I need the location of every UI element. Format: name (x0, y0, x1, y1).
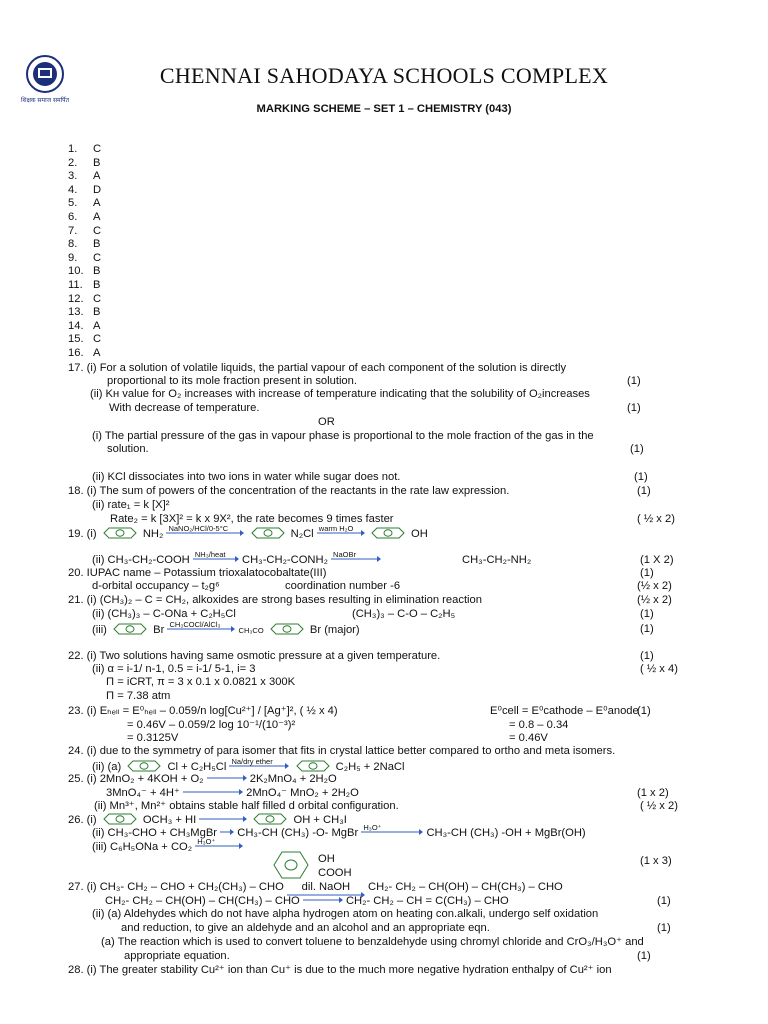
q27-mark-1: (1) (657, 895, 671, 907)
q27-line-1 (68, 881, 563, 894)
answer-option: C (93, 251, 102, 264)
answer-number: 7. (68, 224, 78, 237)
q21-mark-2: (1) (640, 608, 654, 620)
q17-mark-1: (1) (627, 375, 641, 387)
answer-option: B (93, 238, 101, 251)
answer-option: A (93, 347, 101, 359)
q17-line-6: solution. (107, 443, 149, 455)
q27-l1b: CH₂- CH₂ – CH(OH) – CH(CH₃) – CHO (368, 881, 563, 893)
answer-option: B (93, 156, 101, 169)
q19-line-2 (92, 550, 381, 567)
q26-line-3 (92, 837, 243, 854)
reaction-arrow-icon (193, 550, 239, 562)
answer-number: 6. (68, 211, 78, 223)
q17-line-7: (ii) KCl dissociates into two ions in water while sugar does not. (92, 471, 401, 483)
q25-line-3: (ii) Mn³⁺, Mn²⁺ obtains stable half filled d orbital configuration. (94, 800, 399, 812)
benzene-ring-icon (250, 813, 290, 825)
q26-l2c: CH₃-CH (CH₃) -OH + MgBr(OH) (426, 827, 586, 839)
benzene-ring-icon (368, 527, 408, 539)
q27-mark-2: (1) (657, 922, 671, 934)
q18-line-3: Rate₂ = k [3X]² = k x 9X², the rate becomes 9 times faster (110, 513, 394, 525)
benzene-ring-icon (124, 760, 164, 772)
q21-ch3co: CH₃CO (238, 626, 264, 635)
reaction-arrow-icon (166, 524, 244, 536)
answer-row (68, 333, 101, 346)
q24-c2h5: C₂H₅ + 2NaCl (335, 761, 405, 773)
answer-row (68, 225, 101, 238)
q21-reagent: CH₃COCl/AlCl₃ (169, 620, 221, 629)
q17-or: OR (318, 416, 335, 428)
reaction-arrow-icon (317, 524, 365, 536)
answer-row (68, 184, 101, 197)
answer-number: 16. (68, 347, 84, 359)
salicylic-acid-structure-icon (270, 850, 316, 885)
q19-line-1 (68, 524, 428, 541)
reaction-arrow-icon (220, 829, 234, 835)
answer-option: B (93, 265, 101, 278)
benzene-ring-icon (293, 760, 333, 772)
q18-mark-1: (1) (637, 485, 651, 497)
reaction-arrow-icon (229, 757, 289, 769)
q17-mark-4: (1) (634, 471, 648, 483)
q19-nh2: NH₂ (142, 528, 164, 540)
q26-l2b: CH₃-CH (CH₃) -O- MgBr (237, 827, 359, 839)
answer-number: 13. (68, 306, 84, 319)
q22-line-1: 22. (i) Two solutions having same osmotic pressure at a given temperature. (68, 650, 441, 662)
q17-mark-3: (1) (630, 443, 644, 455)
q27-line-2 (105, 895, 509, 908)
q25-mark-2: ( ½ x 2) (640, 800, 678, 812)
reaction-arrow-icon (303, 897, 343, 903)
benzene-ring-icon (110, 623, 150, 635)
q26-l3: (iii) C₆H₅ONa + CO₂ (92, 841, 193, 853)
q25-mark-1: (1 x 2) (637, 787, 669, 799)
q21-mark-3: (1) (640, 623, 654, 635)
q28-line-1: 28. (i) The greater stability Cu²⁺ ion than Cu⁺ is due to the much more negative hydration enthalpy of Cu²⁺ ion (68, 964, 612, 976)
answer-number: 3. (68, 170, 78, 183)
q23-line-2r: = 0.8 – 0.34 (509, 719, 569, 731)
q19-prefix: 19. (i) (68, 528, 97, 540)
q26-reagent: H₃O⁺ (363, 823, 382, 832)
benzene-ring-icon (100, 527, 140, 539)
q27-l2: CH₂- CH₂ – CH(OH) – CH(CH₃) – CHO (105, 895, 300, 907)
answer-option: B (93, 279, 101, 291)
q20-mark-1: (1) (640, 567, 654, 579)
q24-l2: (ii) (a) (92, 761, 122, 773)
reaction-arrow-icon (207, 775, 247, 781)
q25-l1: 25. (i) 2MnO₂ + 4KOH + O₂ (68, 773, 204, 785)
answer-row (68, 293, 101, 306)
q23-line-2: = 0.46V – 0.059/2 log 10⁻¹/(10⁻³)² (127, 719, 296, 731)
q22-mark-1: (1) (640, 650, 654, 662)
q22-line-2: (ii) α = i-1/ n-1, 0.5 = i-1/ 5-1, i= 3 (92, 663, 256, 675)
answer-row (68, 265, 100, 278)
reaction-arrow-icon (331, 550, 381, 562)
answer-number: 8. (68, 238, 78, 251)
q21-l3: (iii) (92, 624, 107, 636)
answer-option: C (93, 143, 102, 155)
answer-option: C (93, 224, 102, 237)
answer-number: 14. (68, 319, 84, 332)
answer-option: A (93, 170, 101, 183)
logo-motto: शिक्षक समाज समर्पित (20, 97, 70, 104)
answer-number: 11. (68, 279, 83, 291)
answer-row (68, 238, 100, 251)
q22-line-4: Π = 7.38 atm (106, 690, 171, 702)
q27-l2b: CH₂- CH₂ – CH = C(CH₃) – CHO (345, 895, 509, 907)
answer-row (68, 170, 100, 183)
q18-mark-2: ( ½ x 2) (637, 513, 675, 525)
answer-number: 1. (68, 143, 78, 155)
reaction-arrow-icon (361, 823, 423, 835)
q21-br1: Br (153, 624, 165, 636)
q17-mark-2: (1) (627, 402, 641, 414)
answer-row (68, 211, 100, 224)
q19-reagent-2: warm H₂O (318, 524, 354, 533)
answer-number: 5. (68, 197, 78, 210)
q27-mark-3: (1) (637, 950, 651, 962)
q24-reagent: Na/dry ether (231, 757, 273, 766)
q21-line-2: (ii) (CH₃)₃ – C-ONa + C₂H₅Cl (92, 608, 236, 620)
answer-option: C (93, 333, 102, 346)
q19-reagent-1: NaNO₂/HCl/0-5°C (168, 524, 229, 533)
q26-cooh: COOH (318, 867, 352, 879)
q19-l2b: CH₃-CH₂-CONH₂ (241, 554, 328, 566)
answer-option: C (93, 292, 102, 305)
q23-line-3r: = 0.46V (509, 732, 548, 744)
q25-l2: 3MnO₄⁻ + 4H⁺ (106, 787, 180, 799)
q18-line-1: 18. (i) The sum of powers of the concentration of the reactants in the rate law expression. (68, 485, 510, 497)
q25-line-1 (68, 773, 337, 786)
q17-line-4: With decrease of temperature. (109, 402, 260, 414)
q21-br2: Br (major) (309, 624, 360, 636)
q18-line-2: (ii) rate₁ = k [X]² (92, 499, 170, 511)
reaction-arrow-icon (167, 620, 235, 632)
reaction-arrow-icon (199, 816, 247, 822)
benzene-ring-icon (248, 527, 288, 539)
q19-l2: (ii) CH₃-CH₂-COOH (92, 554, 190, 566)
reaction-arrow-icon (183, 789, 243, 795)
q23-line-1: 23. (i) Eₕₑₗₗ = E⁰ₕₑₗₗ – 0.059/n log[Cu²⁺] / [Ag⁺]², ( ½ x 4) (68, 705, 338, 717)
school-name: CHENNAI SAHODAYA SCHOOLS COMPLEX (159, 63, 609, 88)
answer-row (68, 306, 100, 319)
answer-option: A (93, 197, 101, 210)
q27-l1: 27. (i) CH₃- CH₂ – CHO + CH₂(CH₃) – CHO (68, 881, 284, 893)
answer-number: 2. (68, 156, 78, 169)
q23-line-1r: E⁰cell = E⁰cathode – E⁰anode (490, 705, 639, 717)
answer-number: 15. (68, 333, 84, 346)
answer-number: 4. (68, 183, 78, 196)
answer-row (68, 279, 100, 292)
q27-line-6: appropriate equation. (124, 950, 230, 962)
q21-line-1: 21. (i) (CH₃)₂ – C = CH₂, alkoxides are strong bases resulting in elimination reaction (68, 594, 482, 606)
q22-mark-2: ( ½ x 4) (640, 663, 678, 675)
answer-number: 9. (68, 251, 78, 264)
q24-line-1: 24. (i) due to the symmetry of para isomer that fits in crystal lattice better compared to ortho and meta isomers. (68, 745, 616, 757)
q20-line-1: 20. IUPAC name – Potassium trioxalatocobaltate(III) (68, 567, 327, 579)
q26-oh2: OH (318, 853, 335, 865)
answer-row (68, 347, 100, 360)
q21-line-2b: (CH₃)₃ – C-O – C₂H₅ (352, 608, 456, 620)
q19-reagent-4: NaOBr (333, 550, 356, 559)
q27-line-4: and reduction, to give an aldehyde and an alcohol and an appropriate eqn. (121, 922, 490, 934)
q19-n2cl: N₂Cl (290, 528, 314, 540)
q27-line-3: (ii) (a) Aldehydes which do not have alpha hydrogen atom on heating con.alkali, undergo self oxidation (92, 908, 599, 920)
q17-line-5: (i) The partial pressure of the gas in vapour phase is proportional to the mole fraction of the gas in the (92, 430, 594, 442)
answer-row (68, 157, 100, 170)
answer-option: A (93, 319, 101, 332)
q26-reagent-2: H₃O⁺ (197, 837, 216, 846)
q24-line-2 (92, 757, 405, 774)
q24-cl: Cl + C₂H₅Cl (167, 761, 227, 773)
reaction-arrow-icon (195, 837, 243, 849)
q23-line-3: = 0.3125V (127, 732, 179, 744)
q23-mark: (1) (637, 705, 651, 717)
answer-number: 10. (68, 265, 84, 278)
answer-option: D (93, 183, 102, 196)
q27-arrow-group (287, 881, 365, 894)
q21-mark-1: (½ x 2) (637, 594, 672, 606)
q25-l1b: 2K₂MnO₄ + 2H₂O (249, 773, 337, 785)
answer-row (68, 252, 101, 265)
q19-mark: (1 X 2) (640, 554, 674, 566)
q27-line-5: (a) The reaction which is used to convert toluene to benzaldehyde using chromyl chloride and CrO₃/H₃O⁺ and (101, 936, 644, 948)
answer-number: 12. (68, 292, 84, 305)
q20-line-2b: coordination number -6 (285, 580, 401, 592)
q27-reagent: dil. NaOH (301, 881, 351, 893)
q21-line-3 (92, 620, 360, 637)
benzene-ring-icon (100, 813, 140, 825)
q19-l2c: CH₃-CH₂-NH₂ (462, 554, 532, 566)
q17-line-1: 17. (i) For a solution of volatile liquids, the partial vapour of each component of the solution is directly (68, 362, 567, 374)
q22-line-3: Π = iCRT, π = 3 x 0.1 x 0.0821 x 300K (106, 676, 296, 688)
answer-option: A (93, 211, 101, 223)
document-subtitle: MARKING SCHEME – SET 1 – CHEMISTRY (043) (256, 103, 512, 115)
q26-oh: OH + CH₃I (293, 814, 347, 826)
q19-oh: OH (411, 528, 428, 540)
q26-line-2 (92, 823, 586, 840)
q26-och3: OCH₃ + HI (142, 814, 197, 826)
q25-line-2 (106, 787, 359, 800)
q20-line-2: d-orbital occupancy – t₂g⁶ (92, 580, 220, 592)
q26-l2: (ii) CH₃-CHO + CH₃MgBr (92, 827, 218, 839)
answer-option: B (93, 306, 101, 319)
q17-line-2: proportional to its mole fraction present in solution. (107, 375, 357, 387)
q19-reagent-3: NH₃/heat (194, 550, 226, 559)
answer-row (68, 320, 100, 333)
benzene-ring-icon (267, 623, 307, 635)
answer-row (68, 143, 101, 156)
answer-row (68, 197, 100, 210)
q26-line-1 (68, 813, 347, 827)
q26-l1: 26. (i) (68, 814, 97, 826)
q20-mark-2: (½ x 2) (637, 580, 672, 592)
q17-line-3: (ii) Kʜ value for O₂ increases with increase of temperature indicating that the solubility of O₂increases (90, 388, 590, 400)
q25-l2b: 2MnO₄⁻ MnO₂ + 2H₂O (246, 787, 359, 799)
q26-mark: (1 x 3) (640, 855, 672, 867)
